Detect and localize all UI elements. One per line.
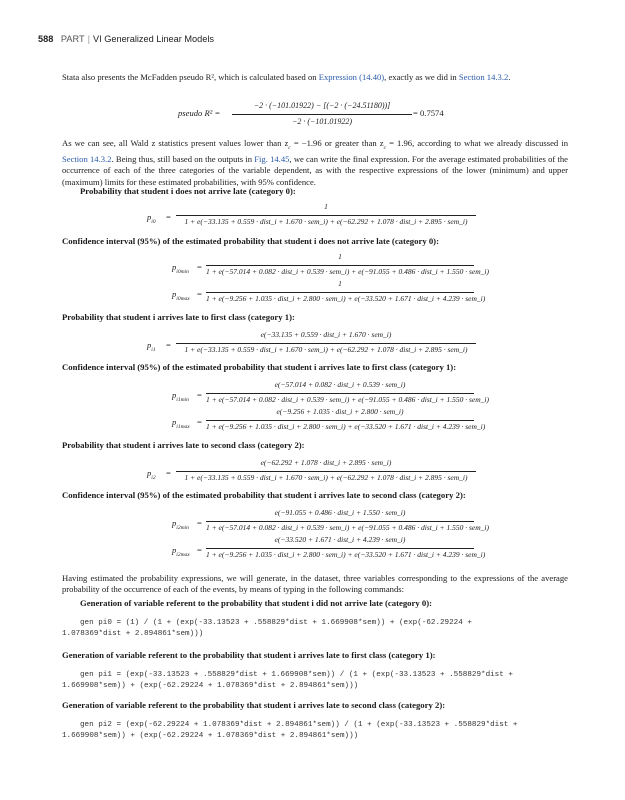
heading-gen-pi0: Generation of variable referent to the probability that student i did not arrive late (category 0): [80, 598, 433, 608]
wald-paragraph: As we can see, all Wald z statistics present values lower than $z_c = -1.96$ or greater than $z_c = 1.96$, according to what we already discussed in Section 14.3.2. Being thus, still based on the outputs in Fig. 14.45, we can write the final expression. For the average estimated probabilities of the occurrence of each of the three categories of the variable dependent, as with the respective expressions of the lower (minimum) and upper (maximum) limits for these estimated probabilities, with 95% confidence. [62, 138, 568, 187]
commands-paragraph: Having estimated the probability expressions, we will generate, in the dataset, three variables corresponding to the expressions of the average probability of the occurrence of each of the events, by means of typing in the following commands: [62, 573, 568, 595]
heading-ci-cat2: Confidence interval (95%) of the estimated probability that student i arrives late to second class (category 2): [62, 490, 466, 500]
heading-gen-pi1: Generation of variable referent to the probability that student i arrives late to first class (category 1): [62, 650, 436, 660]
heading-prob-cat1: Probability that student i arrives late to first class (category 1): [62, 312, 295, 322]
heading-gen-pi2: Generation of variable referent to the probability that student i arrives late to second class (category 2): [62, 700, 446, 710]
part-number: VI [92, 34, 102, 44]
heading-prob-cat2: Probability that student i arrives late to second class (category 2): [62, 440, 305, 450]
expression-link[interactable]: Expression (14.40) [318, 72, 385, 82]
part-label: PART [60, 34, 85, 44]
chapter-title: Generalized Linear Models [104, 34, 215, 44]
figure-link[interactable]: Fig. 14.45 [254, 154, 290, 165]
running-header: 588 PART | VI Generalized Linear Models [38, 34, 215, 44]
book-page: 588 PART | VI Generalized Linear Models Stata also presents the McFadden pseudo R², which is calculated based on Expression (14.40), exactly as we did in Section 14.3.2. pseudo R² = −2 · (−101.01922) − [(−2 · (−24.51180))] −2 · (−101.01922) = 0.7574 As we can see, all Wald z statistics present values lower than $z_c = -1.96$ or greater than $z_c = 1.96$, according to what we already discussed in Section 14.3.2. Being thus, still based on the outputs in Fig. 14.45, we can write the final expression. For the average estimated probabilities of the occurrence of each of the three categories of the variable dependent, as with the respective expressions of the lower (minimum) and upper (maximum) limits for these estimated probabilities, with 95% confidence. Probability that student i does not arrive late (category 0): $p_{i0}$ = 1 1 + e(−33.135 + 0.559 · dist_i + 1.670 · sem_i) + e(−62.292 + 1.078 · dist_i + 2.895 · sem_i) Confidence interval (95%) of the estimated probability that student i does not arrive late (category 0): $p_{i0min}$ = 1 1 + e(−57.014 + 0.082 · dist_i + 0.539 · sem_i) + e(−91.055 + 0.486 · dist_i + 1.550 · sem_i) $p_{i0max}$ = 1 1 + e(−9.256 + 1.035 · dist_i + 2.800 · sem_i) + e(−33.520 + 1.671 · dist_i + 4.239 · sem_i) Probability that student i arrives late to first class (category 1): $p_{i1}$ = e(−33.135 + 0.559 · dist_i + 1.670 · sem_i) 1 + e(−33.135 + 0.559 · dist_i + 1.670 · sem_i) + e(−62.292 + 1.078 · dist_i + 2.895 · sem_i) Confidence interval (95%) of the estimated probability that student i arrives late to first class (category 1): $p_{i1min}$ = e(−57.014 + 0.082 · dist_i + 0.539 · sem_i) 1 + e(−57.014 + 0.082 · dist_i + 0.539 · sem_i) + e(−91.055 + 0.486 · dist_i + 1.550 · sem_i) $p_{i1max}$ = e(−9.256 + 1.035 · dist_i + 2.800 · sem_i) 1 + e(−9.256 + 1.035 · dist_i + 2.800 · sem_i) + e(−33.520 + 1.671 · dist_i + 4.239 · sem_i) Probability that student i arrives late to second class (category 2): $p_{i2}$ = e(−62.292 + 1.078 · dist_i + 2.895 · sem_i) 1 + e(−33.135 + 0.559 · dist_i + 1.670 · sem_i) + e(−62.292 + 1.078 · dist_i + 2.895 · sem_i) Confidence interval (95%) of the estimated probability that student i arrives late to second class (category 2): $p_{i2min}$ = e(−91.055 + 0.486 · dist_i + 1.550 · sem_i) 1 + e(−57.014 + 0.082 · dist_i + 0.539 · sem_i) + e(−91.055 + 0.486 · dist_i + 1.550 · sem_i) $p_{i2max}$ = e(−33.520 + 1.671 · dist_i + 4.239 · sem_i) 1 + e(−9.256 + 1.035 · dist_i + 2.800 · sem_i) + e(−33.520 + 1.671 · dist_i + 4.239 · sem_i) Having estimated the probability expressions, we will generate, in the dataset, three variables corresponding to the expressions of the average probability of the occurrence of each of the events, by means of typing in the following commands: Generation of variable referent to the probability that student i did not arrive late (category 0): gen pi0 = (1) / (1 + (exp(-33.13523 + .558829*dist + 1.669908*sem)) + (exp(-62.29224 + 1.078369*dist + 2.894861*sem))) Generation of variable referent to the probability that student i arrives late to first class (category 1): gen pi1 = (exp(-33.13523 + .558829*dist + 1.669908*sem)) / (1 + (exp(-33.13523 + .558829*dist + 1.669908*sem)) + (exp(-62.29224 + 1.078369*dist + 2.894861*sem))) Generation of variable referent to the probability that student i arrives late to second class (category 2): gen pi2 = (exp(-62.29224 + 1.078369*dist + 2.894861*sem)) / (1 + (exp(-33.13523 + .558829*dist + 1.669908*sem)) + (exp(-62.29224 + 1.078369*dist + 2.894861*sem))) [38, 34, 568, 740]
section-link[interactable]: Section 14.3.2 [458, 72, 509, 82]
code-gen-pi1: gen pi1 = (exp(-33.13523 + .558829*dist + 1.669908*sem)) / (1 + (exp(-33.13523 + .558829*dist + 1.669908*sem)) + (exp(-62.29224 + 1.078369*dist + 2.894861*sem))) [62, 671, 513, 690]
section-link-2[interactable]: Section 14.3.2 [62, 154, 112, 165]
code-gen-pi0: gen pi0 = (1) / (1 + (exp(-33.13523 + .558829*dist + 1.669908*sem)) + (exp(-62.29224 + 1.078369*dist + 2.894861*sem))) [62, 619, 472, 638]
heading-prob-cat0: Probability that student i does not arrive late (category 0): [80, 186, 296, 196]
code-gen-pi2: gen pi2 = (exp(-62.29224 + 1.078369*dist + 2.894861*sem)) / (1 + (exp(-33.13523 + .558829*dist + 1.669908*sem)) + (exp(-62.29224 + 1.078369*dist + 2.894861*sem))) [62, 721, 518, 740]
heading-ci-cat0: Confidence interval (95%) of the estimated probability that student i does not arrive late (category 0): [62, 236, 439, 246]
intro-paragraph: Stata also presents the McFadden pseudo R², which is calculated based on Expression (14.40), exactly as we did in Section 14.3.2. [62, 72, 511, 82]
page-number: 588 [38, 34, 54, 44]
heading-ci-cat1: Confidence interval (95%) of the estimated probability that student i arrives late to first class (category 1): [62, 362, 457, 372]
